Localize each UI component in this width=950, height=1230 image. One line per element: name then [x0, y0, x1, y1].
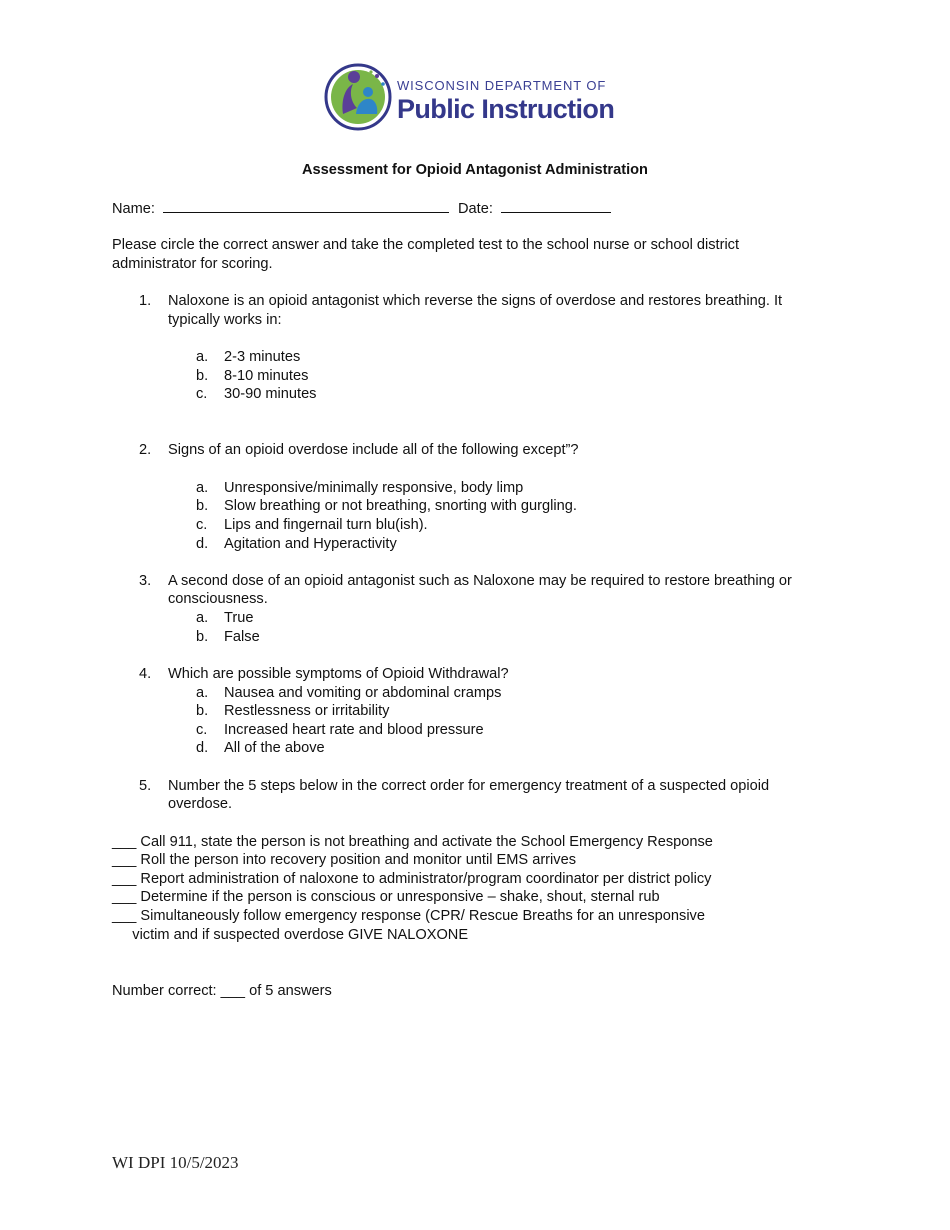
instructions-line-2: administrator for scoring.: [112, 256, 273, 272]
question-2-option-a[interactable]: Unresponsive/minimally responsive, body limp: [224, 480, 524, 496]
question-4-option-a-letter: a.: [196, 685, 209, 701]
step-call-911[interactable]: ___ Call 911, state the person is not breathing and activate the School Emergency Response: [112, 834, 713, 850]
date-blank[interactable]: [501, 199, 611, 213]
question-2-option-c-letter: c.: [196, 517, 208, 533]
question-3-option-b-letter: b.: [196, 629, 209, 645]
question-1-option-b-letter: b.: [196, 368, 209, 384]
question-3-text-line-1: A second dose of an opioid antagonist such as Naloxone may be required to restore breathing or: [168, 573, 792, 589]
name-label: Name:: [112, 201, 155, 217]
date-label: Date:: [458, 201, 493, 217]
question-1-text-line-2: typically works in:: [168, 312, 282, 328]
step-recovery-position[interactable]: ___ Roll the person into recovery position and monitor until EMS arrives: [112, 852, 576, 868]
question-4-option-d-letter: d.: [196, 740, 209, 756]
question-4-option-b-letter: b.: [196, 703, 209, 719]
question-1-number: 1.: [139, 293, 152, 309]
question-4-option-d[interactable]: All of the above: [224, 740, 325, 756]
step-report-administration[interactable]: ___ Report administration of naloxone to administrator/program coordinator per district policy: [112, 871, 712, 887]
step-emergency-response-continued: victim and if suspected overdose GIVE NALOXONE: [112, 927, 469, 943]
question-2-text: Signs of an opioid overdose include all of the following except”?: [168, 442, 579, 458]
question-2-option-c[interactable]: Lips and fingernail turn blu(ish).: [224, 517, 428, 533]
question-4-option-b[interactable]: Restlessness or irritability: [224, 703, 390, 719]
question-2-option-b[interactable]: Slow breathing or not breathing, snorting with gurgling.: [224, 498, 577, 514]
question-1-option-a[interactable]: 2-3 minutes: [224, 349, 301, 365]
question-1-option-a-letter: a.: [196, 349, 209, 365]
question-2-option-a-letter: a.: [196, 480, 209, 496]
name-blank[interactable]: [163, 199, 449, 213]
question-1-option-c-letter: c.: [196, 386, 208, 402]
question-4-option-c[interactable]: Increased heart rate and blood pressure: [224, 722, 484, 738]
question-5-number: 5.: [139, 778, 152, 794]
question-3-text-line-2: consciousness.: [168, 591, 268, 607]
question-1-text-line-1: Naloxone is an opioid antagonist which reverse the signs of overdose and restores breathing. It: [168, 293, 783, 309]
question-4-option-c-letter: c.: [196, 722, 208, 738]
question-2-option-d-letter: d.: [196, 536, 209, 552]
step-emergency-response[interactable]: ___ Simultaneously follow emergency response (CPR/ Rescue Breaths for an unresponsive: [112, 908, 705, 924]
question-1-option-c[interactable]: 30-90 minutes: [224, 386, 317, 402]
dpi-logo: [323, 62, 623, 132]
dpi-logo-icon: [323, 62, 393, 132]
question-3-option-a[interactable]: True: [224, 610, 254, 626]
score-line[interactable]: Number correct: ___ of 5 answers: [112, 983, 332, 999]
question-5-text-line-2: overdose.: [168, 796, 233, 812]
question-2-option-b-letter: b.: [196, 498, 209, 514]
step-determine-consciousness[interactable]: ___ Determine if the person is conscious or unresponsive – shake, shout, sternal rub: [112, 889, 660, 905]
logo-line-1: WISCONSIN DEPARTMENT OF: [397, 78, 607, 93]
date-field[interactable]: [458, 199, 611, 219]
question-3-option-a-letter: a.: [196, 610, 209, 626]
document-title: Assessment for Opioid Antagonist Administration: [302, 162, 648, 178]
logo-wordmark: [397, 62, 614, 125]
question-1-option-b[interactable]: 8-10 minutes: [224, 368, 309, 384]
question-5-text-line-1: Number the 5 steps below in the correct order for emergency treatment of a suspected opioid: [168, 778, 770, 794]
question-4-text: Which are possible symptoms of Opioid Withdrawal?: [168, 666, 509, 682]
logo-line-2: Public Instruction: [397, 94, 615, 124]
footer-revision: WI DPI 10/5/2023: [112, 1153, 239, 1172]
name-field[interactable]: [112, 199, 449, 219]
question-4-option-a[interactable]: Nausea and vomiting or abdominal cramps: [224, 685, 502, 701]
instructions-line-1: Please circle the correct answer and take the completed test to the school nurse or school district: [112, 237, 740, 253]
question-2-number: 2.: [139, 442, 152, 458]
question-2-option-d[interactable]: Agitation and Hyperactivity: [224, 536, 397, 552]
question-3-number: 3.: [139, 573, 152, 589]
question-3-option-b[interactable]: False: [224, 629, 260, 645]
question-4-number: 4.: [139, 666, 152, 682]
